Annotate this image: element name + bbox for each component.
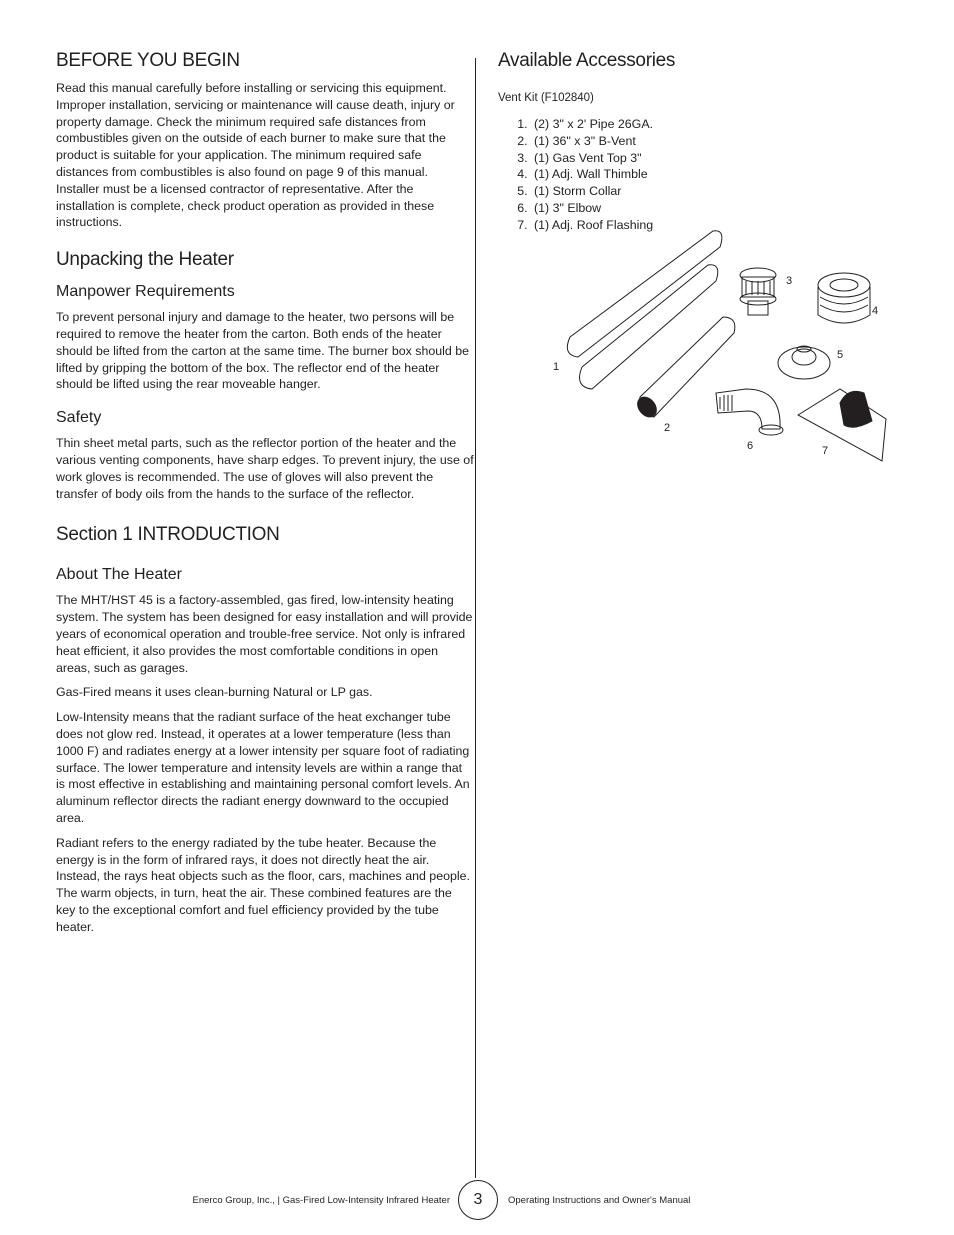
footer-left-text: Enerco Group, Inc., | Gas-Fired Low-Intensity Infrared Heater	[192, 1195, 450, 1206]
about-paragraph-2: Gas-Fired means it uses clean-burning Natural or LP gas.	[56, 685, 373, 700]
list-item: 7. (1) Adj. Roof Flashing	[531, 217, 918, 234]
storm-collar-icon	[778, 346, 830, 379]
about-paragraph-4: Radiant refers to the energy radiated by the tube heater. Because the energy is in the form of infrared rays, it does not directly heat the air. Instead, the rays heat objects such as the floor, cars, machines and people. The warm objects, in turn, heat the air. These combined features are the key to the exceptional comfort and fuel efficiency provided by the tube heater.	[56, 835, 470, 934]
footer-right-text: Operating Instructions and Owner's Manual	[508, 1195, 691, 1206]
figure-label-7: 7	[822, 445, 829, 457]
page-number: 3	[458, 1180, 498, 1220]
wall-thimble-icon	[818, 273, 870, 323]
before-title: BEFORE YOU BEGIN	[56, 50, 240, 71]
introduction-section	[56, 524, 474, 935]
list-item: 5. (1) Storm Collar	[531, 183, 918, 200]
safety-text: Thin sheet metal parts, such as the reflector portion of the heater and the various venting components, have sharp edges. To prevent injury, the use of work gloves is recommended. The use of gloves will also prevent the transfer of body oils from the hands to the surface of the reflector.	[56, 436, 474, 501]
about-paragraph-1: The MHT/HST 45 is a factory-assembled, gas fired, low-intensity heating system. The system has been designed for easy installation and will provide years of economical operation and trouble-free service. Not only is infrared heat efficient, it also provides the most comfortable conditions in open areas, such as garages.	[56, 593, 473, 675]
before-text: Read this manual carefully before installing or servicing this equipment. Improper installation, servicing or maintenance will cause death, injury or property damage. Check the minimum required safe distances from combustibles given on the outside of each burner to make sure that the product is suitable for your application. The minimum required safe distances from combustibles is also found on page 9 of this manual. Installer must be a licensed contractor of representative. After the installation is complete, check product operation as provided in these instructions.	[56, 81, 455, 230]
figure-label-6: 6	[747, 440, 754, 452]
about-title: About The Heater	[56, 566, 183, 584]
pipe-icon	[567, 231, 722, 357]
gas-vent-top-icon	[740, 268, 776, 315]
unpacking-section	[56, 249, 474, 502]
manpower-title: Manpower Requirements	[56, 283, 235, 301]
list-item: 3. (1) Gas Vent Top 3"	[531, 150, 918, 167]
before-section	[56, 50, 474, 231]
safety-title: Safety	[56, 409, 102, 427]
manpower-text: To prevent personal injury and damage to the heater, two persons will be required to remove the heater from the carton. Both ends of the heater should be lifted from the carton at the same time. The burner box should be lifted by gripping the bottom of the box. The reflector end of the heater should be lifted using the rear moveable hanger.	[56, 310, 470, 392]
list-item: 2. (1) 36" x 3" B-Vent	[531, 133, 918, 150]
figure-label-3: 3	[786, 275, 793, 287]
unpacking-title: Unpacking the Heater	[56, 249, 234, 271]
figure-label-1: 1	[553, 361, 560, 373]
list-item: 4. (1) Adj. Wall Thimble	[531, 166, 918, 183]
vent-kit-drawing	[548, 225, 888, 465]
page-footer	[0, 1180, 954, 1224]
figure-label-4: 4	[872, 305, 879, 317]
elbow-icon	[716, 389, 783, 435]
list-item: 1. (2) 3" x 2' Pipe 26GA.	[531, 116, 918, 133]
accessories-title: Available Accessories	[498, 50, 676, 71]
pipe-icon	[580, 265, 718, 389]
figure-label-5: 5	[837, 349, 844, 361]
vent-kit-label: Vent Kit (F102840)	[498, 92, 594, 104]
figure-label-2: 2	[664, 422, 671, 434]
roof-flashing-icon	[798, 389, 886, 461]
list-item: 6. (1) 3" Elbow	[531, 200, 918, 217]
about-paragraph-3: Low-Intensity means that the radiant surface of the heat exchanger tube does not glow red. Instead, it operates at a lower temperature (less than 1000 F) and radiates energy at a lower intensity per square foot of radiating surface. The lower temperature and intensity levels are within a range that is most effective in establishing and maintaining personal comfort levels. An aluminum reflector directs the radiant energy downward to the occupied area.	[56, 710, 470, 825]
column-divider	[475, 58, 476, 1178]
accessories-list	[498, 116, 918, 234]
vent-kit-illustration	[548, 225, 888, 465]
left-column	[56, 50, 474, 949]
section-title: Section 1 INTRODUCTION	[56, 524, 280, 546]
right-column	[498, 50, 918, 234]
